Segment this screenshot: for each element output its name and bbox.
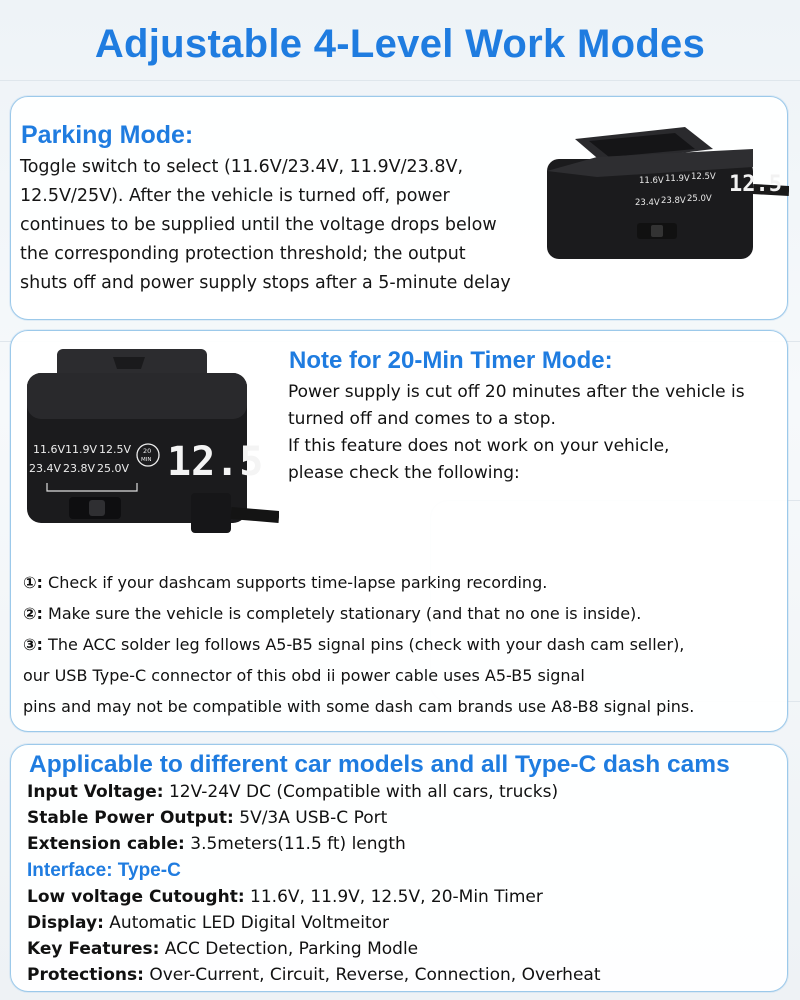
text-line: Toggle switch to select (11.6V/23.4V, 11.9V/23.8V, (20, 157, 464, 177)
check-item-3-cont: pins and may not be compatible with some dash cam brands use A8-B8 signal pins. (23, 697, 695, 716)
svg-text:23.8V: 23.8V (63, 462, 96, 475)
text-line: continues to be supplied until the voltage drops below (20, 215, 497, 235)
svg-text:25.0V: 25.0V (687, 194, 712, 204)
spec-interface: Interface: Type-C (27, 859, 181, 881)
text-line: shuts off and power supply stops after a 5-minute delay (20, 273, 511, 293)
svg-text:23.8V: 23.8V (661, 196, 686, 206)
specs-card (10, 744, 788, 992)
text-line: Power supply is cut off 20 minutes after the vehicle is (288, 382, 745, 402)
text-line: the corresponding protection threshold; the output (20, 244, 466, 264)
svg-text:12.5V: 12.5V (691, 172, 716, 182)
check-item-3: ③: The ACC solder leg follows A5-B5 signal pins (check with your dash cam seller), (23, 635, 685, 654)
svg-text:12.5: 12.5 (729, 172, 782, 197)
spec-protections: Protections: Over-Current, Circuit, Reverse, Connection, Overheat (27, 965, 601, 986)
svg-text:11.6V: 11.6V (33, 443, 66, 456)
specs-heading: Applicable to different car models and all Type-C dash cams (29, 751, 730, 778)
svg-text:25.0V: 25.0V (97, 462, 130, 475)
text-line: turned off and comes to a stop. (288, 409, 556, 429)
spec-power-output: Stable Power Output: 5V/3A USB-C Port (27, 808, 388, 829)
svg-text:MIN: MIN (141, 457, 152, 463)
timer-mode-heading: Note for 20-Min Timer Mode: (289, 347, 613, 374)
spec-display: Display: Automatic LED Digital Voltmeitor (27, 913, 390, 934)
spec-input-voltage: Input Voltage: 12V-24V DC (Compatible with all cars, trucks) (27, 782, 559, 802)
svg-text:20: 20 (143, 447, 152, 455)
timer-mode-text (288, 379, 778, 487)
check-item-1: ①: Check if your dashcam supports time-lapse parking recording. (23, 573, 548, 592)
page-title: Adjustable 4-Level Work Modes (94, 22, 706, 66)
parking-mode-text (20, 153, 540, 298)
svg-text:23.4V: 23.4V (635, 198, 660, 208)
check-item-2: ②: Make sure the vehicle is completely stationary (and that no one is inside). (23, 604, 642, 623)
svg-text:11.9V: 11.9V (665, 174, 690, 184)
parking-mode-card (10, 96, 788, 320)
checklist (23, 567, 783, 722)
svg-text:12.5V: 12.5V (99, 443, 132, 456)
text-line: 12.5V/25V). After the vehicle is turned off, power (20, 186, 450, 206)
check-item-3-cont: our USB Type-C connector of this obd ii power cable uses A5-B5 signal (23, 666, 585, 685)
text-line: please check the following: (288, 463, 520, 483)
svg-text:11.9V: 11.9V (65, 443, 98, 456)
obd-device-small-image (535, 119, 789, 269)
svg-text:11.6V: 11.6V (639, 176, 664, 186)
obd-device-large-image (17, 343, 279, 533)
timer-mode-card (10, 330, 788, 732)
spec-cutoff: Low voltage Cutought: 11.6V, 11.9V, 12.5V, 20-Min Timer (27, 886, 543, 907)
spec-extension-cable: Extension cable: 3.5meters(11.5 ft) length (27, 834, 406, 855)
svg-text:23.4V: 23.4V (29, 462, 62, 475)
spec-key-features: Key Features: ACC Detection, Parking Modle (27, 939, 419, 960)
specs-list (27, 779, 601, 989)
text-line: If this feature does not work on your vehicle, (288, 436, 670, 456)
svg-text:12.5: 12.5 (167, 439, 264, 485)
parking-mode-heading: Parking Mode: (21, 121, 194, 149)
